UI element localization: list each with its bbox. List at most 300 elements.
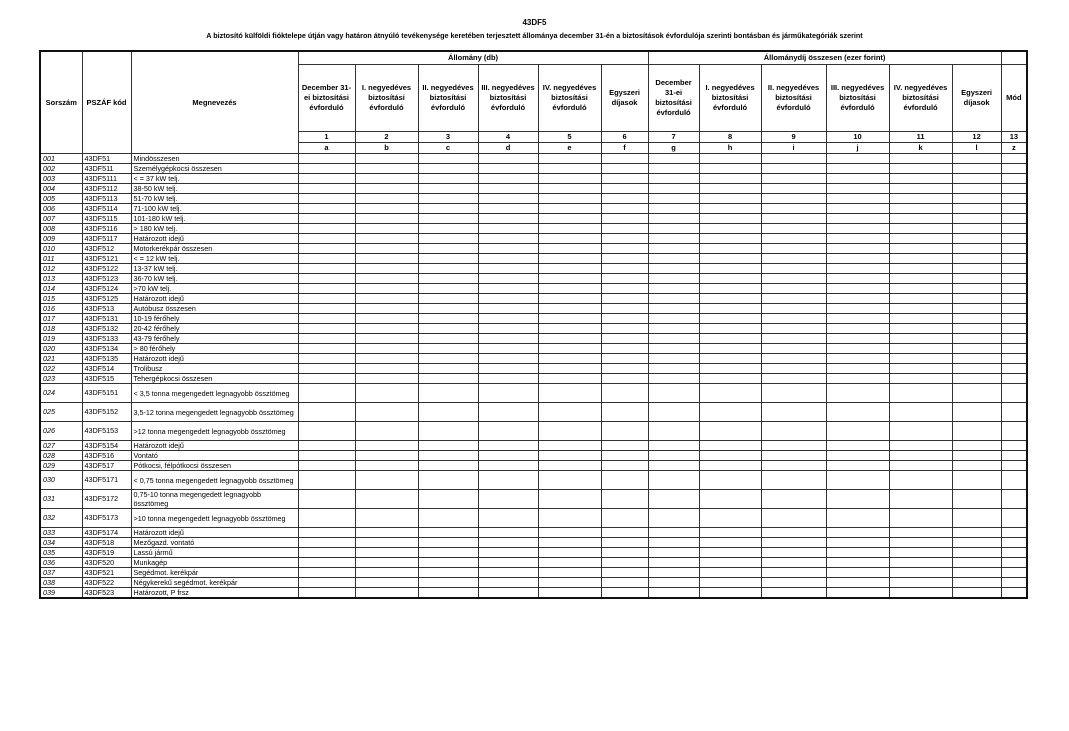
value-cell[interactable] [538,578,601,588]
value-cell[interactable] [601,254,648,264]
value-cell[interactable] [418,354,478,364]
value-cell[interactable] [418,244,478,254]
value-cell[interactable] [298,558,355,568]
value-cell[interactable] [538,403,601,422]
value-cell[interactable] [601,354,648,364]
value-cell[interactable] [478,471,538,490]
value-cell[interactable] [826,364,889,374]
value-cell[interactable] [1001,588,1027,599]
value-cell[interactable] [826,403,889,422]
value-cell[interactable] [418,234,478,244]
value-cell[interactable] [699,304,761,314]
value-cell[interactable] [538,441,601,451]
value-cell[interactable] [826,324,889,334]
value-cell[interactable] [1001,334,1027,344]
value-cell[interactable] [761,384,826,403]
value-cell[interactable] [1001,568,1027,578]
value-cell[interactable] [418,194,478,204]
value-cell[interactable] [699,538,761,548]
value-cell[interactable] [601,509,648,528]
value-cell[interactable] [699,422,761,441]
value-cell[interactable] [648,314,699,324]
value-cell[interactable] [298,164,355,174]
value-cell[interactable] [298,274,355,284]
value-cell[interactable] [826,384,889,403]
value-cell[interactable] [298,441,355,451]
value-cell[interactable] [418,254,478,264]
value-cell[interactable] [699,274,761,284]
value-cell[interactable] [538,154,601,164]
value-cell[interactable] [648,304,699,314]
value-cell[interactable] [538,324,601,334]
value-cell[interactable] [298,548,355,558]
value-cell[interactable] [699,164,761,174]
value-cell[interactable] [355,528,418,538]
value-cell[interactable] [761,174,826,184]
value-cell[interactable] [355,441,418,451]
value-cell[interactable] [952,384,1001,403]
value-cell[interactable] [648,548,699,558]
value-cell[interactable] [889,244,952,254]
value-cell[interactable] [889,364,952,374]
value-cell[interactable] [889,461,952,471]
value-cell[interactable] [418,509,478,528]
value-cell[interactable] [538,304,601,314]
value-cell[interactable] [1001,558,1027,568]
value-cell[interactable] [648,164,699,174]
value-cell[interactable] [889,204,952,214]
value-cell[interactable] [889,294,952,304]
value-cell[interactable] [889,324,952,334]
value-cell[interactable] [355,314,418,324]
value-cell[interactable] [601,334,648,344]
value-cell[interactable] [952,538,1001,548]
value-cell[interactable] [648,184,699,194]
value-cell[interactable] [538,422,601,441]
value-cell[interactable] [952,334,1001,344]
value-cell[interactable] [298,538,355,548]
value-cell[interactable] [418,528,478,538]
value-cell[interactable] [952,354,1001,364]
value-cell[interactable] [298,509,355,528]
value-cell[interactable] [952,234,1001,244]
value-cell[interactable] [1001,364,1027,374]
value-cell[interactable] [952,204,1001,214]
value-cell[interactable] [538,588,601,599]
value-cell[interactable] [826,304,889,314]
value-cell[interactable] [1001,461,1027,471]
value-cell[interactable] [761,164,826,174]
value-cell[interactable] [355,384,418,403]
value-cell[interactable] [648,490,699,509]
value-cell[interactable] [1001,224,1027,234]
value-cell[interactable] [952,374,1001,384]
value-cell[interactable] [826,294,889,304]
value-cell[interactable] [648,354,699,364]
value-cell[interactable] [761,274,826,284]
value-cell[interactable] [699,284,761,294]
value-cell[interactable] [648,284,699,294]
value-cell[interactable] [1001,154,1027,164]
value-cell[interactable] [601,284,648,294]
value-cell[interactable] [355,304,418,314]
value-cell[interactable] [601,364,648,374]
value-cell[interactable] [418,294,478,304]
value-cell[interactable] [478,264,538,274]
value-cell[interactable] [648,403,699,422]
value-cell[interactable] [418,374,478,384]
value-cell[interactable] [889,588,952,599]
value-cell[interactable] [355,558,418,568]
value-cell[interactable] [418,214,478,224]
value-cell[interactable] [1001,184,1027,194]
value-cell[interactable] [1001,254,1027,264]
value-cell[interactable] [648,364,699,374]
value-cell[interactable] [478,528,538,538]
value-cell[interactable] [478,334,538,344]
value-cell[interactable] [699,403,761,422]
value-cell[interactable] [355,294,418,304]
value-cell[interactable] [699,548,761,558]
value-cell[interactable] [1001,422,1027,441]
value-cell[interactable] [952,304,1001,314]
value-cell[interactable] [826,154,889,164]
value-cell[interactable] [699,364,761,374]
value-cell[interactable] [478,588,538,599]
value-cell[interactable] [648,568,699,578]
value-cell[interactable] [601,224,648,234]
value-cell[interactable] [648,154,699,164]
value-cell[interactable] [538,538,601,548]
value-cell[interactable] [952,164,1001,174]
value-cell[interactable] [889,194,952,204]
value-cell[interactable] [952,509,1001,528]
value-cell[interactable] [601,528,648,538]
value-cell[interactable] [889,314,952,324]
value-cell[interactable] [538,294,601,304]
value-cell[interactable] [826,244,889,254]
value-cell[interactable] [826,441,889,451]
value-cell[interactable] [418,538,478,548]
value-cell[interactable] [1001,324,1027,334]
value-cell[interactable] [648,588,699,599]
value-cell[interactable] [355,538,418,548]
value-cell[interactable] [298,224,355,234]
value-cell[interactable] [298,528,355,538]
value-cell[interactable] [601,294,648,304]
value-cell[interactable] [648,384,699,403]
value-cell[interactable] [601,490,648,509]
value-cell[interactable] [418,451,478,461]
value-cell[interactable] [418,461,478,471]
value-cell[interactable] [826,374,889,384]
value-cell[interactable] [648,451,699,461]
value-cell[interactable] [538,558,601,568]
value-cell[interactable] [648,441,699,451]
value-cell[interactable] [699,509,761,528]
value-cell[interactable] [952,254,1001,264]
value-cell[interactable] [1001,304,1027,314]
value-cell[interactable] [1001,441,1027,451]
value-cell[interactable] [648,538,699,548]
value-cell[interactable] [418,471,478,490]
value-cell[interactable] [952,264,1001,274]
value-cell[interactable] [761,422,826,441]
value-cell[interactable] [826,354,889,364]
value-cell[interactable] [952,174,1001,184]
value-cell[interactable] [1001,264,1027,274]
value-cell[interactable] [826,588,889,599]
value-cell[interactable] [952,548,1001,558]
value-cell[interactable] [761,588,826,599]
value-cell[interactable] [648,344,699,354]
value-cell[interactable] [1001,528,1027,538]
value-cell[interactable] [601,184,648,194]
value-cell[interactable] [826,528,889,538]
value-cell[interactable] [952,184,1001,194]
value-cell[interactable] [889,528,952,538]
value-cell[interactable] [478,461,538,471]
value-cell[interactable] [355,578,418,588]
value-cell[interactable] [1001,490,1027,509]
value-cell[interactable] [478,174,538,184]
value-cell[interactable] [601,214,648,224]
value-cell[interactable] [478,234,538,244]
value-cell[interactable] [826,422,889,441]
value-cell[interactable] [889,422,952,441]
value-cell[interactable] [298,578,355,588]
value-cell[interactable] [761,528,826,538]
value-cell[interactable] [355,509,418,528]
value-cell[interactable] [298,344,355,354]
value-cell[interactable] [826,234,889,244]
value-cell[interactable] [418,344,478,354]
value-cell[interactable] [538,214,601,224]
value-cell[interactable] [538,164,601,174]
value-cell[interactable] [1001,164,1027,174]
value-cell[interactable] [648,174,699,184]
value-cell[interactable] [952,244,1001,254]
value-cell[interactable] [761,294,826,304]
value-cell[interactable] [538,384,601,403]
value-cell[interactable] [889,354,952,364]
value-cell[interactable] [601,244,648,254]
value-cell[interactable] [355,334,418,344]
value-cell[interactable] [761,490,826,509]
value-cell[interactable] [355,451,418,461]
value-cell[interactable] [826,264,889,274]
value-cell[interactable] [601,234,648,244]
value-cell[interactable] [648,509,699,528]
value-cell[interactable] [418,558,478,568]
value-cell[interactable] [952,403,1001,422]
value-cell[interactable] [761,364,826,374]
value-cell[interactable] [418,164,478,174]
value-cell[interactable] [538,254,601,264]
value-cell[interactable] [601,384,648,403]
value-cell[interactable] [298,354,355,364]
value-cell[interactable] [952,194,1001,204]
value-cell[interactable] [601,344,648,354]
value-cell[interactable] [761,154,826,164]
value-cell[interactable] [648,264,699,274]
value-cell[interactable] [418,324,478,334]
value-cell[interactable] [826,548,889,558]
value-cell[interactable] [761,403,826,422]
value-cell[interactable] [761,451,826,461]
value-cell[interactable] [298,214,355,224]
value-cell[interactable] [538,490,601,509]
value-cell[interactable] [761,234,826,244]
value-cell[interactable] [478,294,538,304]
value-cell[interactable] [761,184,826,194]
value-cell[interactable] [761,214,826,224]
value-cell[interactable] [889,509,952,528]
value-cell[interactable] [826,334,889,344]
value-cell[interactable] [538,568,601,578]
value-cell[interactable] [699,441,761,451]
value-cell[interactable] [648,204,699,214]
value-cell[interactable] [478,204,538,214]
value-cell[interactable] [538,194,601,204]
value-cell[interactable] [761,224,826,234]
value-cell[interactable] [298,174,355,184]
value-cell[interactable] [889,214,952,224]
value-cell[interactable] [478,244,538,254]
value-cell[interactable] [355,344,418,354]
value-cell[interactable] [761,538,826,548]
value-cell[interactable] [298,204,355,214]
value-cell[interactable] [1001,509,1027,528]
value-cell[interactable] [889,304,952,314]
value-cell[interactable] [298,588,355,599]
value-cell[interactable] [889,274,952,284]
value-cell[interactable] [952,364,1001,374]
value-cell[interactable] [699,214,761,224]
value-cell[interactable] [648,528,699,538]
value-cell[interactable] [952,441,1001,451]
value-cell[interactable] [538,461,601,471]
value-cell[interactable] [826,490,889,509]
value-cell[interactable] [648,224,699,234]
value-cell[interactable] [298,490,355,509]
value-cell[interactable] [826,314,889,324]
value-cell[interactable] [478,224,538,234]
value-cell[interactable] [699,578,761,588]
value-cell[interactable] [478,344,538,354]
value-cell[interactable] [355,174,418,184]
value-cell[interactable] [699,568,761,578]
value-cell[interactable] [478,490,538,509]
value-cell[interactable] [761,194,826,204]
value-cell[interactable] [952,461,1001,471]
value-cell[interactable] [952,324,1001,334]
value-cell[interactable] [1001,174,1027,184]
value-cell[interactable] [889,490,952,509]
value-cell[interactable] [298,451,355,461]
value-cell[interactable] [478,568,538,578]
value-cell[interactable] [478,374,538,384]
value-cell[interactable] [1001,403,1027,422]
value-cell[interactable] [418,154,478,164]
value-cell[interactable] [298,234,355,244]
value-cell[interactable] [648,578,699,588]
value-cell[interactable] [826,471,889,490]
value-cell[interactable] [699,588,761,599]
value-cell[interactable] [761,471,826,490]
value-cell[interactable] [699,194,761,204]
value-cell[interactable] [298,284,355,294]
value-cell[interactable] [1001,384,1027,403]
value-cell[interactable] [648,461,699,471]
value-cell[interactable] [478,558,538,568]
value-cell[interactable] [298,461,355,471]
value-cell[interactable] [889,558,952,568]
value-cell[interactable] [1001,354,1027,364]
value-cell[interactable] [699,204,761,214]
value-cell[interactable] [889,441,952,451]
value-cell[interactable] [761,254,826,264]
value-cell[interactable] [478,364,538,374]
value-cell[interactable] [952,314,1001,324]
value-cell[interactable] [418,441,478,451]
value-cell[interactable] [826,174,889,184]
value-cell[interactable] [648,558,699,568]
value-cell[interactable] [699,244,761,254]
value-cell[interactable] [699,528,761,538]
value-cell[interactable] [699,384,761,403]
value-cell[interactable] [889,374,952,384]
value-cell[interactable] [699,461,761,471]
value-cell[interactable] [355,461,418,471]
value-cell[interactable] [699,344,761,354]
value-cell[interactable] [952,154,1001,164]
value-cell[interactable] [478,324,538,334]
value-cell[interactable] [418,578,478,588]
value-cell[interactable] [298,264,355,274]
value-cell[interactable] [478,254,538,264]
value-cell[interactable] [826,538,889,548]
value-cell[interactable] [418,224,478,234]
value-cell[interactable] [478,304,538,314]
value-cell[interactable] [699,558,761,568]
value-cell[interactable] [952,214,1001,224]
value-cell[interactable] [889,264,952,274]
value-cell[interactable] [1001,314,1027,324]
value-cell[interactable] [952,528,1001,538]
value-cell[interactable] [601,578,648,588]
value-cell[interactable] [648,244,699,254]
value-cell[interactable] [1001,284,1027,294]
value-cell[interactable] [418,588,478,599]
value-cell[interactable] [699,334,761,344]
value-cell[interactable] [355,568,418,578]
value-cell[interactable] [355,588,418,599]
value-cell[interactable] [889,164,952,174]
value-cell[interactable] [538,344,601,354]
value-cell[interactable] [826,568,889,578]
value-cell[interactable] [952,451,1001,461]
value-cell[interactable] [889,184,952,194]
value-cell[interactable] [699,374,761,384]
value-cell[interactable] [952,558,1001,568]
value-cell[interactable] [478,422,538,441]
value-cell[interactable] [355,184,418,194]
value-cell[interactable] [355,264,418,274]
value-cell[interactable] [601,304,648,314]
value-cell[interactable] [538,528,601,538]
value-cell[interactable] [538,244,601,254]
